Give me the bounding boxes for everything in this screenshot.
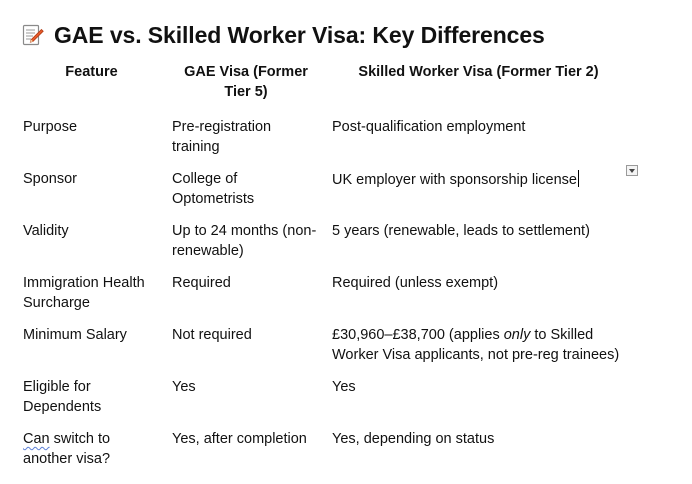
gae-cell[interactable]: College of Optometrists xyxy=(172,171,255,207)
skilled-cell[interactable]: Yes xyxy=(332,379,356,395)
gae-cell[interactable]: Yes xyxy=(172,379,196,395)
skilled-cell[interactable] xyxy=(326,320,631,372)
feature-cell[interactable]: Minimum Salary xyxy=(23,327,127,343)
header-gae-visa: GAE Visa (Former Tier 5) xyxy=(184,64,308,100)
table-row xyxy=(17,112,631,164)
gae-cell[interactable]: Not required xyxy=(172,327,252,343)
gae-cell[interactable]: Yes, after completion xyxy=(172,431,307,447)
table-header-row xyxy=(17,58,631,112)
salary-text-after: to Skilled Worker Visa applicants, not pre-reg trainees) xyxy=(332,327,620,363)
salary-text-emphasis: only xyxy=(503,327,531,343)
table-row xyxy=(17,164,631,216)
gae-cell[interactable]: Required xyxy=(172,275,231,291)
table-row xyxy=(17,424,631,476)
feature-cell[interactable]: Immigration Health Surcharge xyxy=(23,275,145,311)
table-row xyxy=(17,216,631,268)
feature-cell[interactable]: Purpose xyxy=(23,119,78,135)
skilled-cell-active[interactable] xyxy=(326,164,631,216)
skilled-cell[interactable]: Yes, depending on status xyxy=(332,431,495,447)
document-title: GAE vs. Skilled Worker Visa: Key Differences xyxy=(54,21,545,48)
cell-dropdown-chevron-down-icon[interactable] xyxy=(626,165,638,176)
feature-cell-rest: switch to another visa? xyxy=(23,431,111,467)
feature-cell[interactable]: Eligible for Dependents xyxy=(23,379,102,415)
header-skilled-worker-visa: Skilled Worker Visa (Former Tier 2) xyxy=(358,64,599,80)
spellcheck-word: Can xyxy=(23,431,50,447)
text-cursor xyxy=(578,170,579,187)
table-row xyxy=(17,268,631,320)
gae-cell[interactable]: Pre-registration training xyxy=(172,119,272,155)
memo-pencil-icon xyxy=(22,23,44,47)
gae-cell[interactable]: Up to 24 months (non-renewable) xyxy=(172,223,317,259)
salary-text-before: £30,960–£38,700 (applies xyxy=(332,327,504,343)
feature-cell[interactable] xyxy=(17,424,166,476)
feature-cell[interactable]: Validity xyxy=(23,223,69,239)
skilled-cell[interactable]: Required (unless exempt) xyxy=(332,275,499,291)
feature-cell[interactable]: Sponsor xyxy=(23,171,78,187)
table-row xyxy=(17,320,631,372)
skilled-cell[interactable]: 5 years (renewable, leads to settlement) xyxy=(332,223,590,239)
title-row xyxy=(22,20,545,50)
header-feature: Feature xyxy=(65,64,118,80)
skilled-cell[interactable]: Post-qualification employment xyxy=(332,119,526,135)
comparison-table xyxy=(17,58,631,476)
table-row xyxy=(17,372,631,424)
skilled-cell-text: UK employer with sponsorship license xyxy=(332,172,577,188)
